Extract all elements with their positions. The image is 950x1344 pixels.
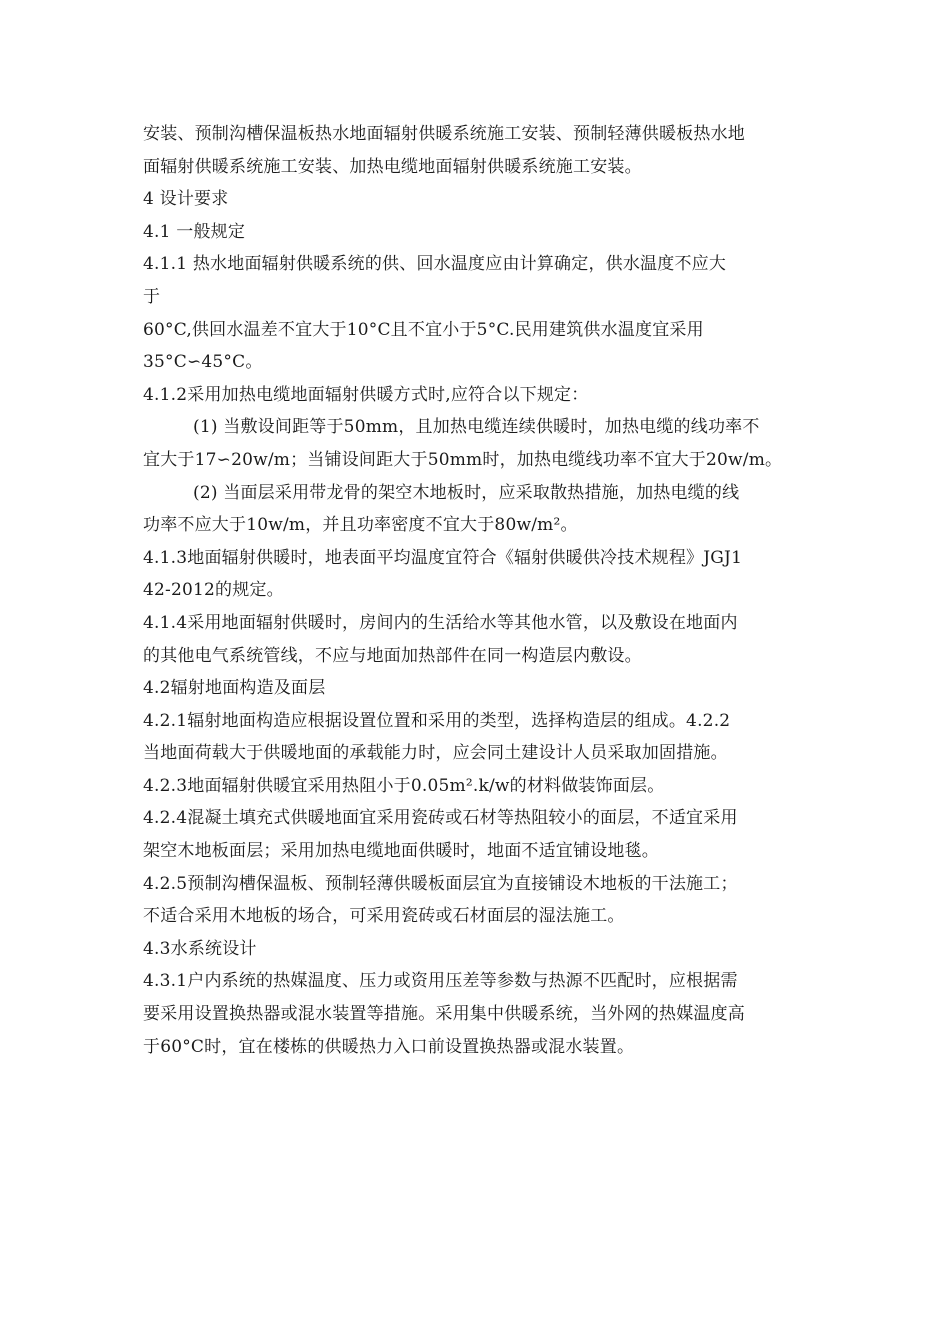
text-line: 4.1.1 热水地面辐射供暖系统的供、回水温度应由计算确定，供水温度不应大	[143, 254, 727, 275]
text-line: 面辐射供暖系统施工安装、加热电缆地面辐射供暖系统施工安装。	[143, 156, 642, 177]
text-line: 功率不应大于10w/m，并且功率密度不宜大于80w/m²。	[143, 515, 578, 536]
text-line: 4.1.3地面辐射供暖时，地表面平均温度宜符合《辐射供暖供冷技术规程》JGJ1	[143, 547, 743, 568]
subsection-heading: 4.3水系统设计	[143, 938, 257, 959]
text-line: 要采用设置换热器或混水装置等措施。采用集中供暖系统，当外网的热媒温度高	[143, 1004, 745, 1025]
text-line: 4.2.4混凝土填充式供暖地面宜采用瓷砖或石材等热阻较小的面层，不适宜采用	[143, 808, 738, 829]
text-line: 架空木地板面层；采用加热电缆地面供暖时，地面不适宜铺设地毯。	[143, 841, 659, 862]
text-line: 于60°C时，宜在楼栋的供暖热力入口前设置换热器或混水装置。	[143, 1036, 635, 1057]
text-line: 42-2012的规定。	[143, 580, 284, 601]
document-page	[143, 118, 811, 1063]
text-line: 60°C,供回水温差不宜大于10°C且不宜小于5°C.民用建筑供水温度宜采用	[143, 319, 704, 340]
text-line: 安装、预制沟槽保温板热水地面辐射供暖系统施工安装、预制轻薄供暖板热水地	[143, 124, 745, 144]
text-line: 4.2.3地面辐射供暖宜采用热阻小于0.05m².k/w的材料做装饰面层。	[143, 775, 665, 796]
section-heading: 4 设计要求	[143, 189, 229, 210]
text-line: 不适合采用木地板的场合，可采用瓷砖或石材面层的湿法施工。	[143, 906, 625, 927]
text-line: 的其他电气系统管线，不应与地面加热部件在同一构造层内敷设。	[143, 645, 642, 666]
text-line: 宜大于17∽20w/m；当铺设间距大于50mm时，加热电缆线功率不宜大于20w/m。	[143, 449, 783, 470]
text-line: 当地面荷载大于供暖地面的承载能力时，应会同土建设计人员采取加固措施。	[143, 743, 728, 764]
text-line: 4.2.1辐射地面构造应根据设置位置和采用的类型，选择构造层的组成。4.2.2	[143, 710, 731, 731]
subsection-heading: 4.2辐射地面构造及面层	[143, 678, 326, 699]
text-line: 4.1.2采用加热电缆地面辐射供暖方式时,应符合以下规定：	[143, 384, 589, 405]
text-line: 4.2.5预制沟槽保温板、预制轻薄供暖板面层宜为直接铺设木地板的干法施工；	[143, 873, 738, 894]
text-line: 4.3.1户内系统的热媒温度、压力或资用压差等参数与热源不匹配时，应根据需	[143, 971, 738, 992]
text-line: 4.1.4采用地面辐射供暖时，房间内的生活给水等其他水管，以及敷设在地面内	[143, 612, 738, 633]
list-item-line: (2) 当面层采用带龙骨的架空木地板时，应采取散热措施，加热电缆的线	[193, 482, 740, 503]
text-line: 35°C∽45°C。	[143, 352, 263, 373]
text-line: 于	[143, 286, 161, 307]
subsection-heading: 4.1 一般规定	[143, 221, 246, 242]
list-item-line: (1) 当敷设间距等于50mm，且加热电缆连续供暖时，加热电缆的线功率不	[193, 417, 760, 438]
